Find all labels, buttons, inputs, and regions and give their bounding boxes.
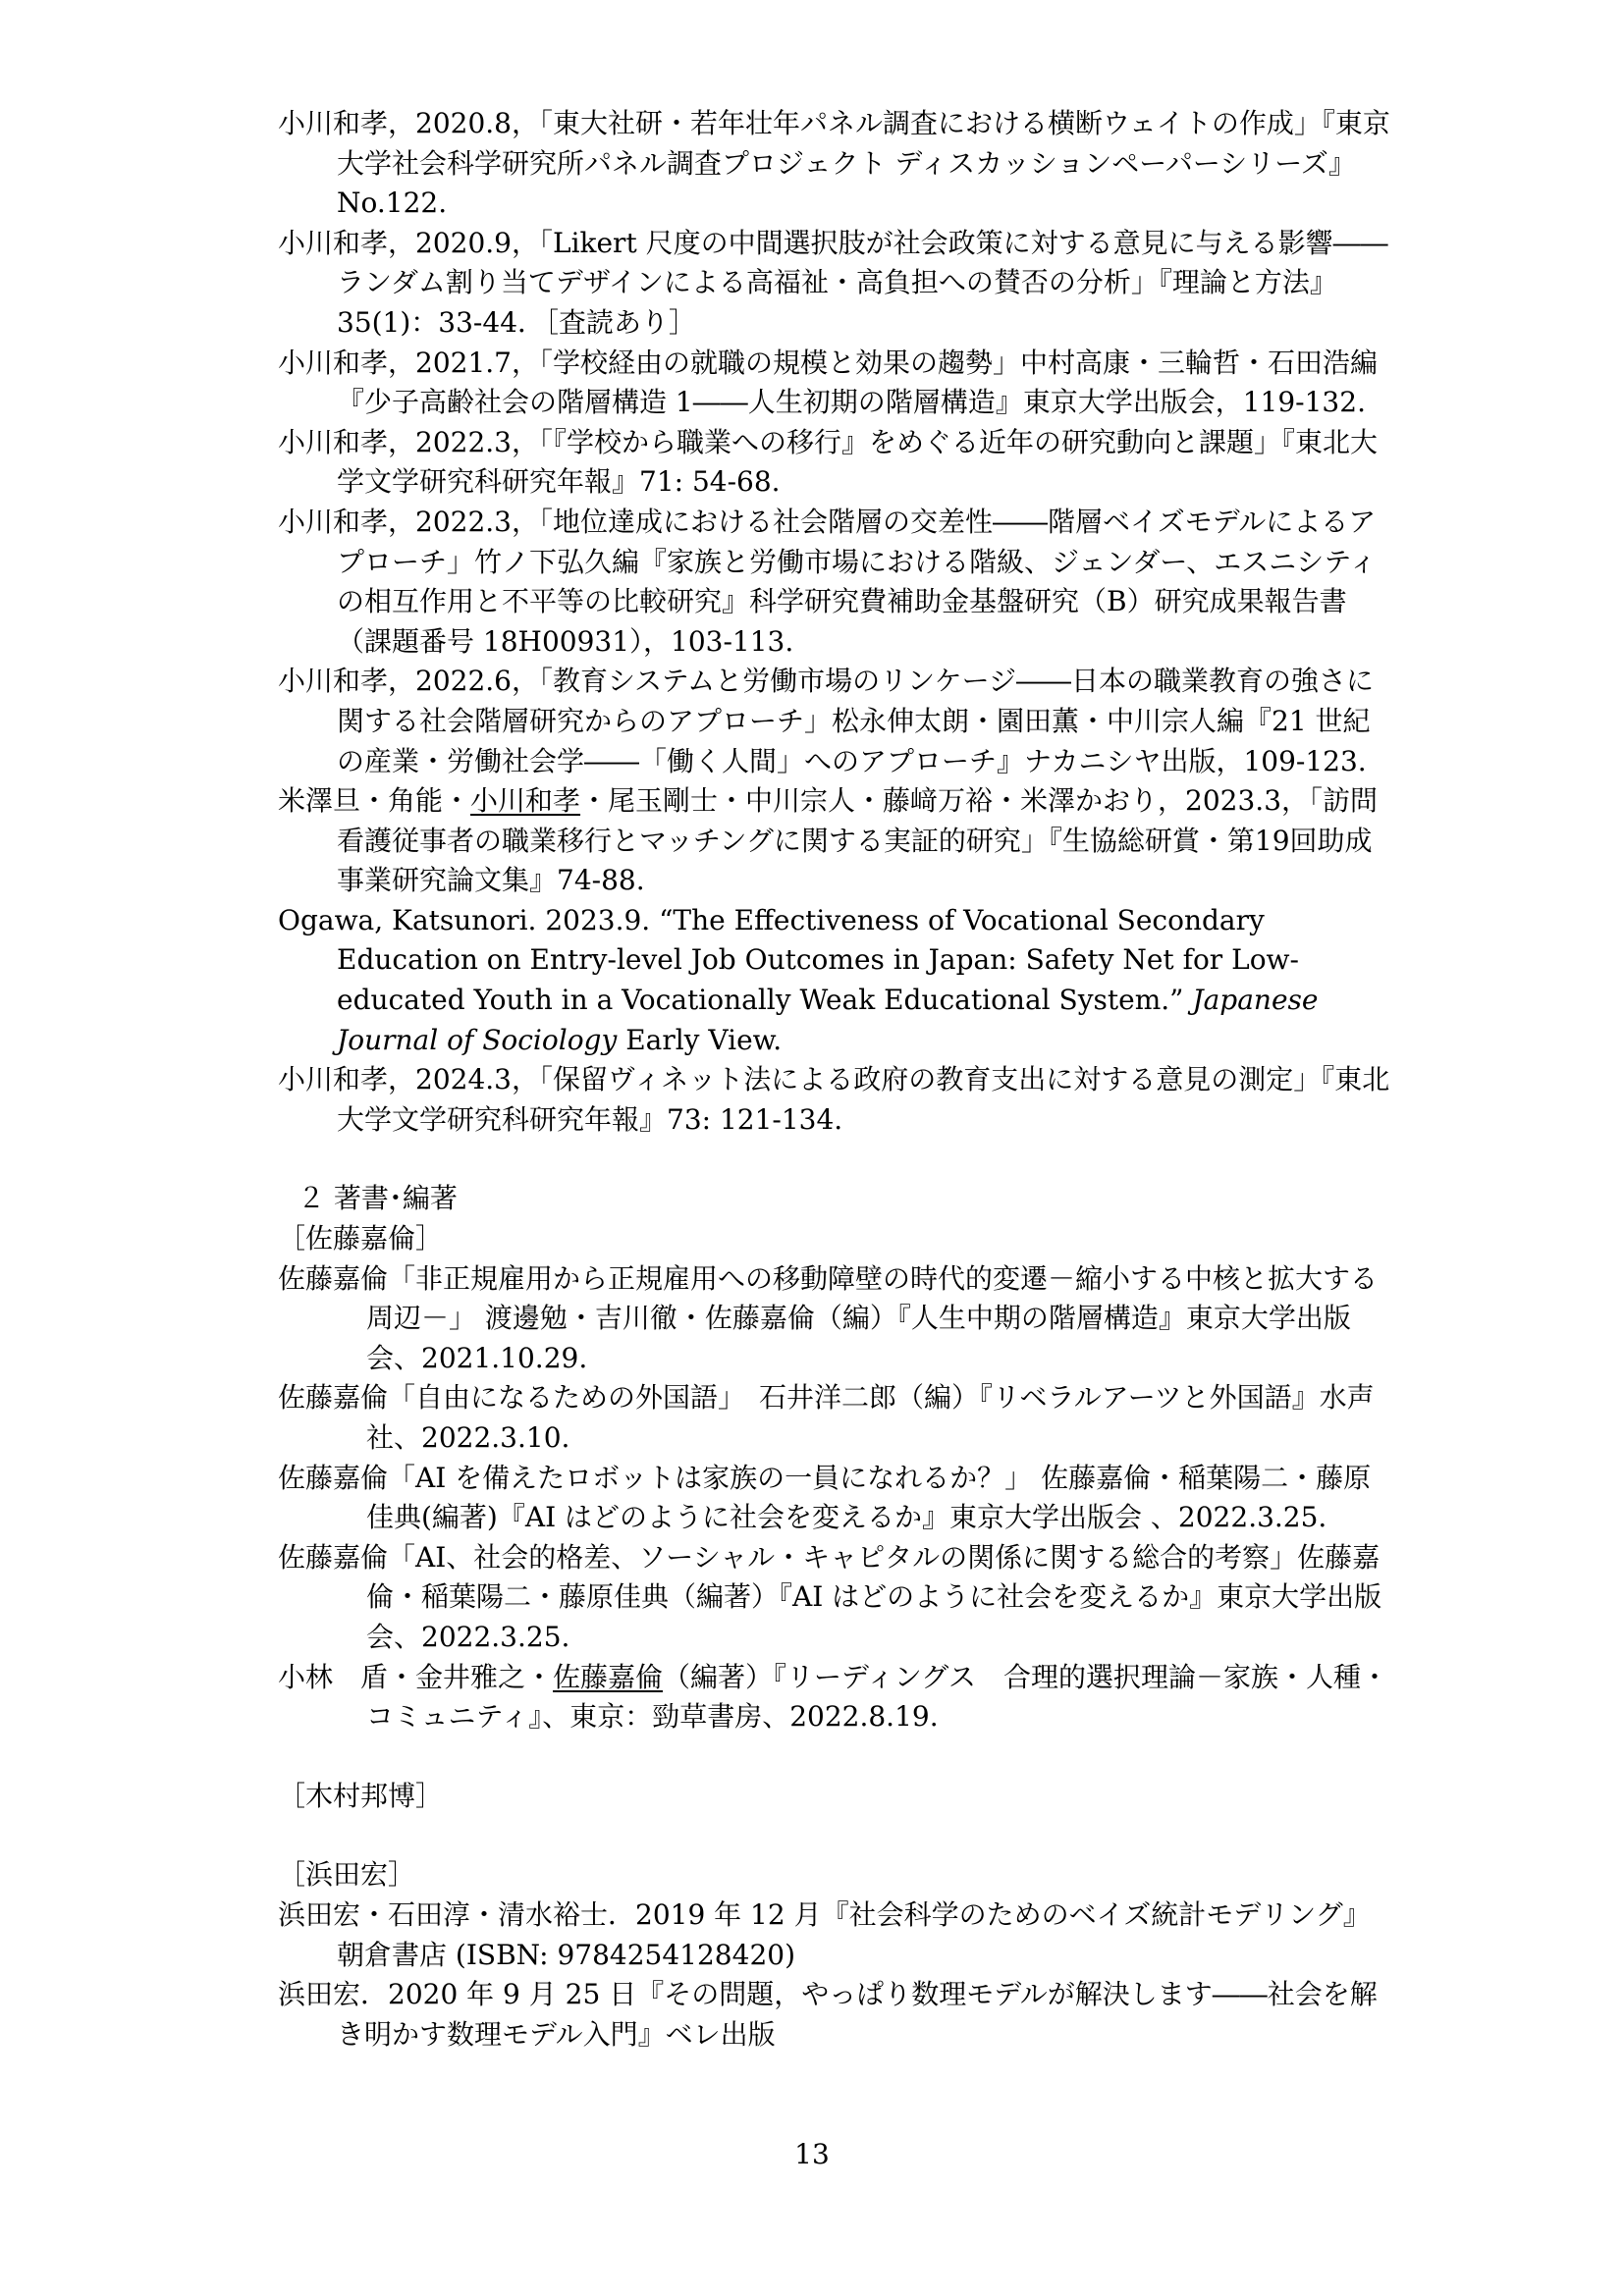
paper-entry-joint [278, 781, 1397, 901]
entry-rest: ・尾玉剛士・中川宗人・藤﨑万裕・米澤かおり，2023.3，「訪問看護従事者の職業移行とマッチングに関する実証的研究」『生協総研賞・第19回助成事業研究論文集』74-88. [337, 784, 1379, 897]
paper-entry: 小川和孝，2020.8，「東大社研・若年壮年パネル調査における横断ウェイトの作成」『東京大学社会科学研究所パネル調査プロジェクト ディスカッションペーパーシリーズ』No.122. [278, 107, 1390, 220]
book-entry: 佐藤嘉倫「非正規雇用から正規雇用への移動障壁の時代的変遷－縮小する中核と拡大する周辺－」 渡邊勉・吉川徹・佐藤嘉倫（編）『人生中期の階層構造』東京大学出版会、2021.10.29. [278, 1261, 1379, 1374]
paper-entry: 小川和孝，2021.7，「学校経由の就職の規模と効果の趨勢」中村高康・三輪哲・石田浩編『少子高齢社会の階層構造 1――人生初期の階層構造』東京大学出版会，119-132. [278, 346, 1378, 419]
paper-entry: 小川和孝，2022.3，「地位達成における社会階層の交差性――階層ベイズモデルによるアプローチ」竹ノ下弘久編『家族と労働市場における階級、ジェンダー、エスニシティの相互作用と不平等の比較研究』科学研究費補助金基盤研究（B）研究成果報告書（課題番号 18H00931），103-113. [278, 505, 1377, 658]
paper-entry: 小川和孝，2022.6，「教育システムと労働市場のリンケージ――日本の職業教育の強さに関する社会階層研究からのアプローチ」松永伸太朗・園田薫・中川宗人編『21 世紀の産業・労働社会学――「働く人間」へのアプローチ』ナカニシヤ出版，109-123. [278, 665, 1375, 777]
author-heading-hamada: ［浜田宏］ [278, 1858, 416, 1892]
book-entry: 佐藤嘉倫「自由になるための外国語」 石井洋二郎（編）『リベラルアーツと外国語』水声社、2022.3.10. [278, 1381, 1375, 1454]
underlined-author: 小川和孝 [470, 784, 581, 818]
authors-pre: 米澤旦・角能・ [278, 784, 471, 818]
paper-entry-english [278, 901, 1397, 1060]
paper-entry: 小川和孝，2024.3，「保留ヴィネット法による政府の教育支出に対する意見の測定」『東北大学文学研究科研究年報』73: 121-134. [278, 1063, 1390, 1136]
book-entry: 佐藤嘉倫「AI を備えたロボットは家族の一員になれるか？」 佐藤嘉倫・稲葉陽二・藤原佳典(編著)『AI はどのように社会を変えるか』東京大学出版会 、2022.3.25. [278, 1461, 1372, 1534]
paper-entry: 小川和孝，2020.9，「Likert 尺度の中間選択肢が社会政策に対する意見に与える影響――ランダム割り当てデザインによる高福祉・高負担への賛否の分析」『理論と方法』35(1)：33-44．［査読あり］ [278, 226, 1388, 339]
entry-rest: Early View. [617, 1023, 783, 1056]
entry-text: Ogawa, Katsunori. 2023.9. “The Effectiveness of Vocational Secondary Education on Entry-level Job Outcomes in Japan: Safety Net for Low-educated Youth in a Vocationally Weak Educational System.” [278, 903, 1299, 1017]
section-title: ２ 著書･編著 [298, 1182, 458, 1215]
book-entry-joint [278, 1658, 1397, 1737]
journal-title: Japanese Journal of Sociology [337, 984, 1319, 1056]
reference-list [278, 104, 1397, 2055]
entry-rest: （編著）『リーディングス 合理的選択理論－家族・人種・コミュニティ』、東京：勁草書房、2022.8.19. [366, 1660, 1388, 1734]
authors-pre: 小林 盾・金井雅之・ [278, 1660, 554, 1693]
underlined-author: 佐藤嘉倫 [553, 1660, 664, 1693]
author-heading-kimura: ［木村邦博］ [278, 1779, 444, 1812]
page-number: 13 [794, 2138, 830, 2170]
author-heading-sato: ［佐藤嘉倫］ [278, 1222, 444, 1255]
paper-entry: 小川和孝，2022.3，「『学校から職業への移行』をめぐる近年の研究動向と課題」『東北大学文学研究科研究年報』71: 54-68. [278, 425, 1378, 499]
book-entry: 浜田宏．2020 年 9 月 25 日『その問題，やっぱり数理モデルが解決します――社会を解き明かす数理モデル入門』ベレ出版 [278, 1978, 1378, 2051]
book-entry: 佐藤嘉倫「AI、社会的格差、ソーシャル・キャピタルの関係に関する総合的考察」佐藤嘉倫・稲葉陽二・藤原佳典（編著）『AI はどのように社会を変えるか』東京大学出版会、2022.3.25. [278, 1540, 1382, 1653]
book-entry: 浜田宏・石田淳・清水裕士．2019 年 12 月『社会科学のためのベイズ統計モデリング』朝倉書店 (ISBN: 9784254128420) [278, 1897, 1371, 1971]
